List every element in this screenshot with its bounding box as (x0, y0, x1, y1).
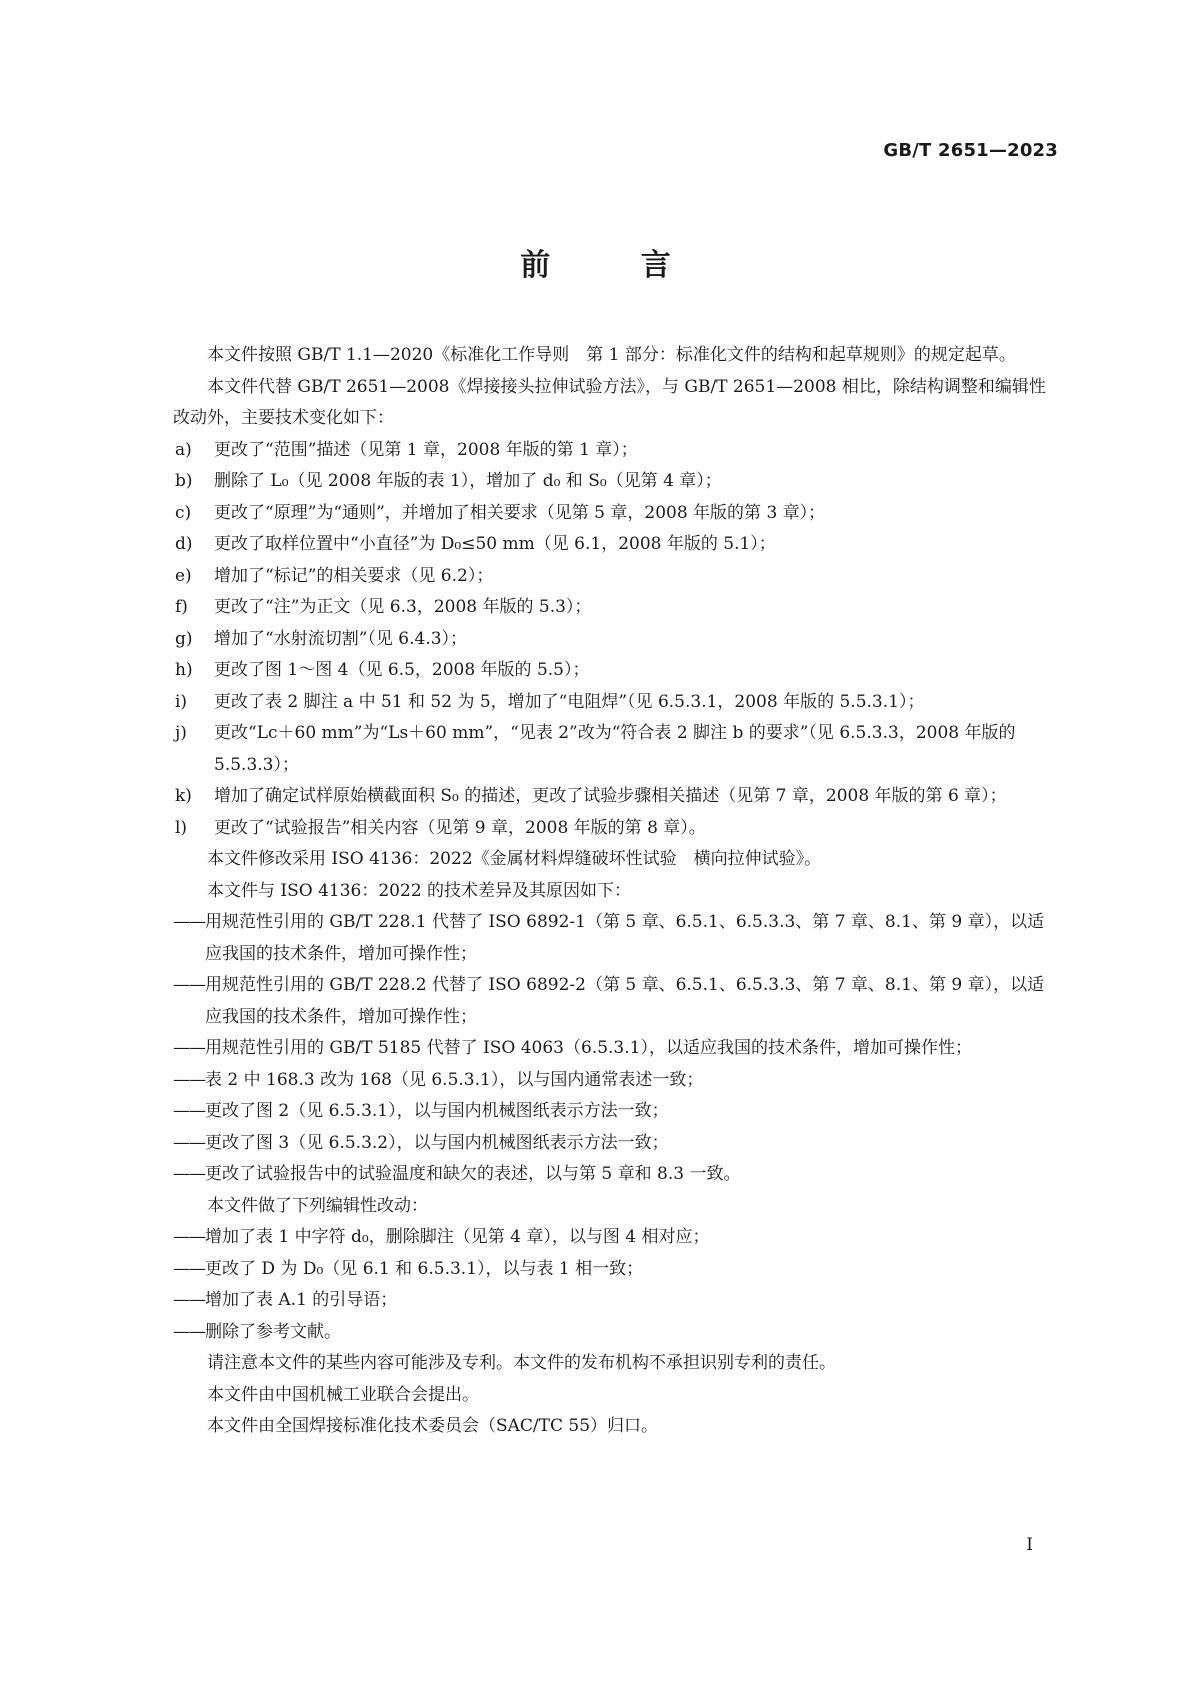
list-item-text: 更改“Lc＋60 mm”为“Ls＋60 mm”，“见表 2”改为“符合表 2 脚注 b 的要求”（见 6.5.3.3，2008 年版的 5.5.3.3）； (214, 723, 1016, 775)
list-item (173, 1285, 1058, 1317)
page-number: I (1026, 1535, 1033, 1555)
list-item (173, 907, 1058, 970)
list-item (173, 435, 1058, 467)
list-marker: —— (173, 912, 205, 932)
list-item-text: 更改了取样位置中“小直径”为 D₀≤50 mm（见 6.1，2008 年版的 5.1）； (214, 534, 776, 554)
page-title: 前 言 (520, 248, 711, 283)
list-item (173, 561, 1058, 593)
changes-list (173, 435, 1058, 845)
paragraph-proposer: 本文件由中国机械工业联合会提出。 (207, 1384, 479, 1405)
list-item (173, 624, 1058, 656)
list-marker: a) (175, 439, 192, 460)
list-item-text: 增加了“标记”的相关要求（见 6.2）； (214, 565, 494, 586)
list-marker: —— (173, 1164, 205, 1184)
list-item (173, 781, 1058, 813)
list-item-text: 更改了试验报告中的试验温度和缺欠的表述，以与第 5 章和 8.3 一致。 (205, 1164, 741, 1184)
list-marker: —— (173, 1101, 205, 1121)
list-item-text: 更改了图 3（见 6.5.3.2），以与国内机械图纸表示方法一致； (205, 1132, 669, 1153)
list-marker: k) (175, 786, 192, 806)
list-marker: b) (175, 471, 193, 491)
list-marker: —— (173, 1290, 205, 1310)
list-marker: —— (173, 1038, 205, 1058)
editorial-list (173, 1222, 1058, 1348)
list-marker: e) (175, 565, 192, 586)
list-item (173, 1065, 1058, 1097)
list-item (173, 655, 1058, 687)
paragraph-replacement: 本文件代替 GB/T 2651—2008《焊接接头拉伸试验方法》，与 GB/T 2651—2008 相比，除结构调整和编辑性改动外，主要技术变化如下： (173, 376, 1046, 428)
differences-list (173, 907, 1058, 1191)
list-item (173, 813, 1058, 845)
paragraph-drafting-rules: 本文件按照 GB/T 1.1—2020《标准化工作导则 第 1 部分：标准化文件的结构和起草规则》的规定起草。 (207, 345, 1016, 365)
foreword-body (173, 340, 1058, 1443)
list-marker: c) (175, 502, 192, 523)
list-item (173, 1096, 1058, 1128)
list-item (173, 466, 1058, 498)
paragraph-adoption: 本文件修改采用 ISO 4136：2022《金属材料焊缝破坏性试验 横向拉伸试验》。 (207, 849, 822, 869)
list-item-text: 更改了图 1～图 4（见 6.5，2008 年版的 5.5）； (214, 660, 590, 680)
list-marker: g) (175, 628, 193, 649)
list-item (173, 687, 1058, 719)
list-item (173, 592, 1058, 624)
list-item-text: 用规范性引用的 GB/T 228.2 代替了 ISO 6892-2（第 5 章、6.5.1、6.5.3.3、第 7 章、8.1、第 9 章），以适应我国的技术条件，增加可操作性； (205, 975, 1045, 1027)
list-item (173, 1128, 1058, 1160)
list-item-text: 增加了表 A.1 的引导语； (205, 1290, 398, 1310)
list-marker: j) (175, 723, 187, 743)
list-marker: —— (173, 1227, 205, 1247)
list-item (173, 1317, 1058, 1349)
list-item-text: 更改了 D 为 D₀（见 6.1 和 6.5.3.1），以与表 1 相一致； (205, 1258, 644, 1279)
list-item-text: 用规范性引用的 GB/T 5185 代替了 ISO 4063（6.5.3.1），以适应我国的技术条件，增加可操作性； (205, 1038, 972, 1058)
list-item (173, 498, 1058, 530)
list-item-text: 更改了表 2 脚注 a 中 51 和 52 为 5，增加了“电阻焊”（见 6.5.3.1，2008 年版的 5.5.3.1）； (214, 691, 925, 712)
list-item-text: 更改了图 2（见 6.5.3.1），以与国内机械图纸表示方法一致； (205, 1101, 669, 1121)
list-item-text: 增加了表 1 中字符 d₀，删除脚注（见第 4 章），以与图 4 相对应； (205, 1227, 710, 1247)
list-item (173, 718, 1058, 781)
paragraph-patent-note: 请注意本文件的某些内容可能涉及专利。本文件的发布机构不承担识别专利的责任。 (207, 1353, 836, 1373)
list-item (173, 529, 1058, 561)
list-marker: —— (173, 975, 205, 995)
list-marker: h) (175, 660, 193, 680)
list-item-text: 删除了参考文献。 (205, 1321, 341, 1342)
list-item (173, 1159, 1058, 1191)
list-item-text: 增加了“水射流切割”（见 6.4.3）； (214, 628, 468, 649)
list-item-text: 更改了“范围”描述（见第 1 章，2008 年版的第 1 章）； (214, 439, 638, 460)
paragraph-editorial-intro: 本文件做了下列编辑性改动： (207, 1195, 428, 1216)
list-item-text: 更改了“原理”为“通则”，并增加了相关要求（见第 5 章，2008 年版的第 3 章）； (214, 502, 826, 523)
list-item-text: 删除了 L₀（见 2008 年版的表 1），增加了 d₀ 和 S₀（见第 4 章）； (214, 471, 722, 491)
list-item-text: 更改了“试验报告”相关内容（见第 9 章，2008 年版的第 8 章）。 (214, 817, 706, 838)
list-item-text: 表 2 中 168.3 改为 168（见 6.5.3.1），以与国内通常表述一致； (205, 1069, 704, 1090)
list-item (173, 970, 1058, 1033)
list-marker: —— (173, 1132, 205, 1153)
paragraph-differences-intro: 本文件与 ISO 4136：2022 的技术差异及其原因如下： (207, 880, 632, 901)
list-marker: l) (175, 817, 188, 838)
list-marker: —— (173, 1321, 205, 1342)
standard-code: GB/T 2651—2023 (883, 140, 1058, 161)
list-item (173, 1222, 1058, 1254)
list-marker: d) (175, 534, 193, 554)
list-marker: f) (175, 597, 188, 617)
paragraph-administrator: 本文件由全国焊接标准化技术委员会（SAC/TC 55）归口。 (207, 1416, 659, 1436)
list-item-text: 增加了确定试样原始横截面积 S₀ 的描述，更改了试验步骤相关描述（见第 7 章，2008 年版的第 6 章）； (214, 786, 1007, 806)
list-marker: —— (173, 1258, 205, 1279)
list-marker: i) (175, 691, 188, 712)
list-item-text: 用规范性引用的 GB/T 228.1 代替了 ISO 6892-1（第 5 章、6.5.1、6.5.3.3、第 7 章、8.1、第 9 章），以适应我国的技术条件，增加可操作性； (205, 912, 1045, 964)
list-item (173, 1033, 1058, 1065)
list-item-text: 更改了“注”为正文（见 6.3，2008 年版的 5.3）； (214, 597, 592, 617)
list-marker: —— (173, 1069, 205, 1090)
list-item (173, 1254, 1058, 1286)
